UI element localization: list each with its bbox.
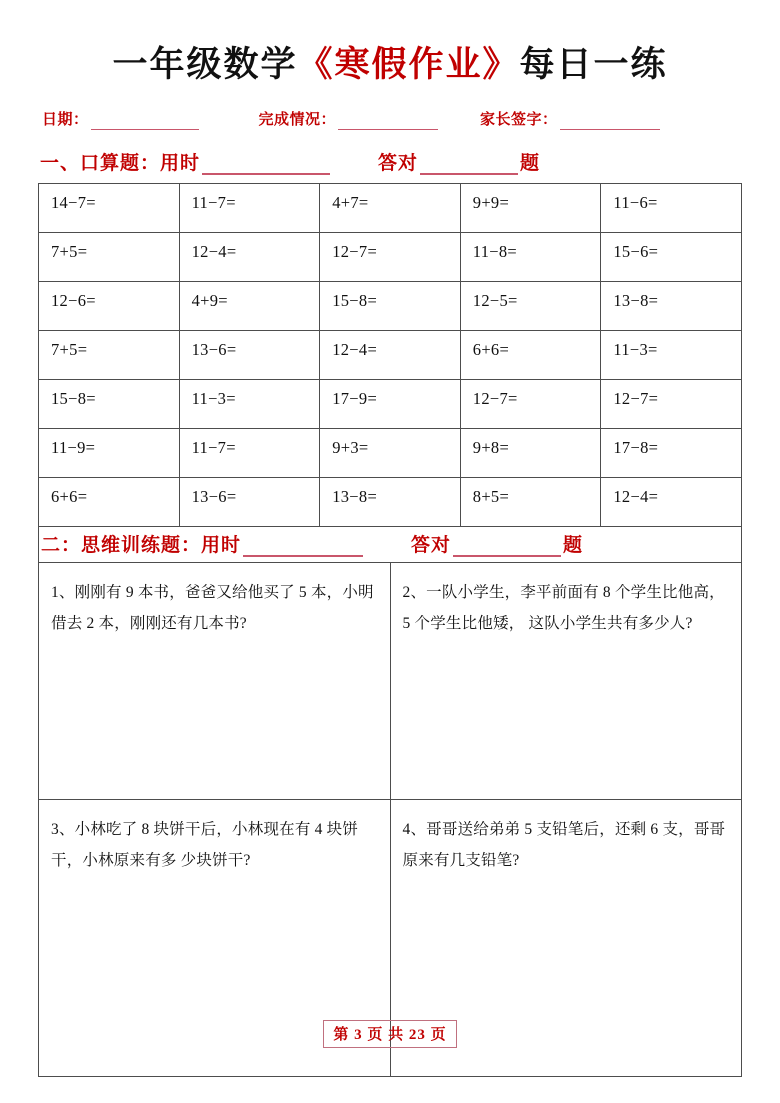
section-two-heading-row (39, 526, 742, 562)
arithmetic-table (38, 183, 742, 527)
calc-cell[interactable]: 12−7= (320, 233, 461, 282)
calc-cell[interactable]: 13−8= (320, 478, 461, 527)
calc-cell[interactable]: 13−6= (179, 478, 320, 527)
table-row (39, 562, 742, 799)
signature-input-blank[interactable] (560, 114, 660, 130)
calc-cell[interactable]: 12−7= (460, 380, 601, 429)
calc-cell[interactable]: 15−8= (39, 380, 180, 429)
calc-cell[interactable]: 9+8= (460, 429, 601, 478)
date-input-blank[interactable] (91, 114, 199, 130)
calc-cell[interactable]: 7+5= (39, 233, 180, 282)
calc-cell[interactable]: 4+7= (320, 184, 461, 233)
calc-cell[interactable]: 4+9= (179, 282, 320, 331)
word-problem-table-body (39, 526, 742, 1076)
section-two-correct-label: 答对 (411, 534, 452, 556)
table-row (39, 184, 742, 233)
table-row (39, 282, 742, 331)
calc-cell[interactable]: 15−6= (601, 233, 742, 282)
footer (0, 1020, 780, 1048)
calc-cell[interactable]: 11−7= (179, 429, 320, 478)
word-problem-cell[interactable]: 1、刚刚有 9 本书，爸爸又给他买了 5 本，小明借去 2 本，刚刚还有几本书? (39, 562, 391, 799)
section-two-correct-blank[interactable] (453, 540, 561, 557)
table-row (39, 380, 742, 429)
calc-cell[interactable]: 13−8= (601, 282, 742, 331)
calc-cell[interactable]: 12−4= (179, 233, 320, 282)
arithmetic-table-body (39, 184, 742, 527)
table-row (39, 478, 742, 527)
table-row (39, 233, 742, 282)
calc-cell[interactable]: 9+9= (460, 184, 601, 233)
calc-cell[interactable]: 11−7= (179, 184, 320, 233)
section-one-heading (38, 148, 742, 179)
completion-input-blank[interactable] (338, 114, 438, 130)
date-field-group (42, 108, 201, 130)
completion-label: 完成情况： (258, 112, 337, 128)
calc-cell[interactable]: 12−7= (601, 380, 742, 429)
calc-cell[interactable]: 6+6= (39, 478, 180, 527)
calc-cell[interactable]: 12−5= (460, 282, 601, 331)
table-row (39, 331, 742, 380)
date-label: 日期： (42, 112, 89, 128)
section-two-heading-cell (39, 526, 742, 562)
calc-cell[interactable]: 11−3= (179, 380, 320, 429)
calc-cell[interactable]: 11−3= (601, 331, 742, 380)
calc-cell[interactable]: 9+3= (320, 429, 461, 478)
calc-cell[interactable]: 12−4= (320, 331, 461, 380)
calc-cell[interactable]: 12−4= (601, 478, 742, 527)
calc-cell[interactable]: 12−6= (39, 282, 180, 331)
section-two-heading (41, 530, 735, 557)
section-one-unit: 题 (520, 153, 541, 174)
calc-cell[interactable]: 17−8= (601, 429, 742, 478)
section-two-title: 二：思维训练题：用时 (41, 534, 242, 556)
page-indicator: 第 3 页 共 23 页 (323, 1020, 456, 1048)
calc-cell[interactable]: 7+5= (39, 331, 180, 380)
word-problem-cell[interactable]: 2、一队小学生，李平前面有 8 个学生比他高，5 个学生比他矮， 这队小学生共有多少人? (390, 562, 742, 799)
calc-cell[interactable]: 17−9= (320, 380, 461, 429)
table-row (39, 429, 742, 478)
calc-cell[interactable]: 6+6= (460, 331, 601, 380)
section-two-time-blank[interactable] (243, 540, 363, 557)
meta-row (38, 108, 742, 130)
calc-cell[interactable]: 11−6= (601, 184, 742, 233)
section-two-unit: 题 (563, 534, 584, 556)
calc-cell[interactable]: 11−8= (460, 233, 601, 282)
calc-cell[interactable]: 15−8= (320, 282, 461, 331)
title-part-daily: 每日一练 (519, 45, 668, 84)
section-one-time-blank[interactable] (202, 158, 330, 175)
title-part-grade: 一年级数学 (112, 45, 298, 84)
section-one-correct-blank[interactable] (420, 158, 518, 175)
calc-cell[interactable]: 13−6= (179, 331, 320, 380)
signature-label: 家长签字： (480, 112, 558, 128)
word-problem-cell[interactable]: 3、小林吃了 8 块饼干后，小林现在有 4 块饼干，小林原来有多 少块饼干? (39, 799, 391, 1076)
completion-field-group (259, 108, 441, 130)
calc-cell[interactable]: 8+5= (460, 478, 601, 527)
calc-cell[interactable]: 11−9= (39, 429, 180, 478)
word-problem-cell[interactable]: 4、哥哥送给弟弟 5 支铅笔后，还剩 6 支，哥哥原来有几支铅笔? (390, 799, 742, 1076)
calc-cell[interactable]: 14−7= (39, 184, 180, 233)
page-title (38, 0, 742, 86)
section-one-correct-label: 答对 (378, 153, 419, 174)
section-one-title: 一、口算题：用时 (40, 153, 201, 174)
signature-field-group (480, 108, 662, 130)
title-part-book: 《寒假作业》 (297, 45, 520, 84)
word-problem-table (38, 526, 742, 1077)
